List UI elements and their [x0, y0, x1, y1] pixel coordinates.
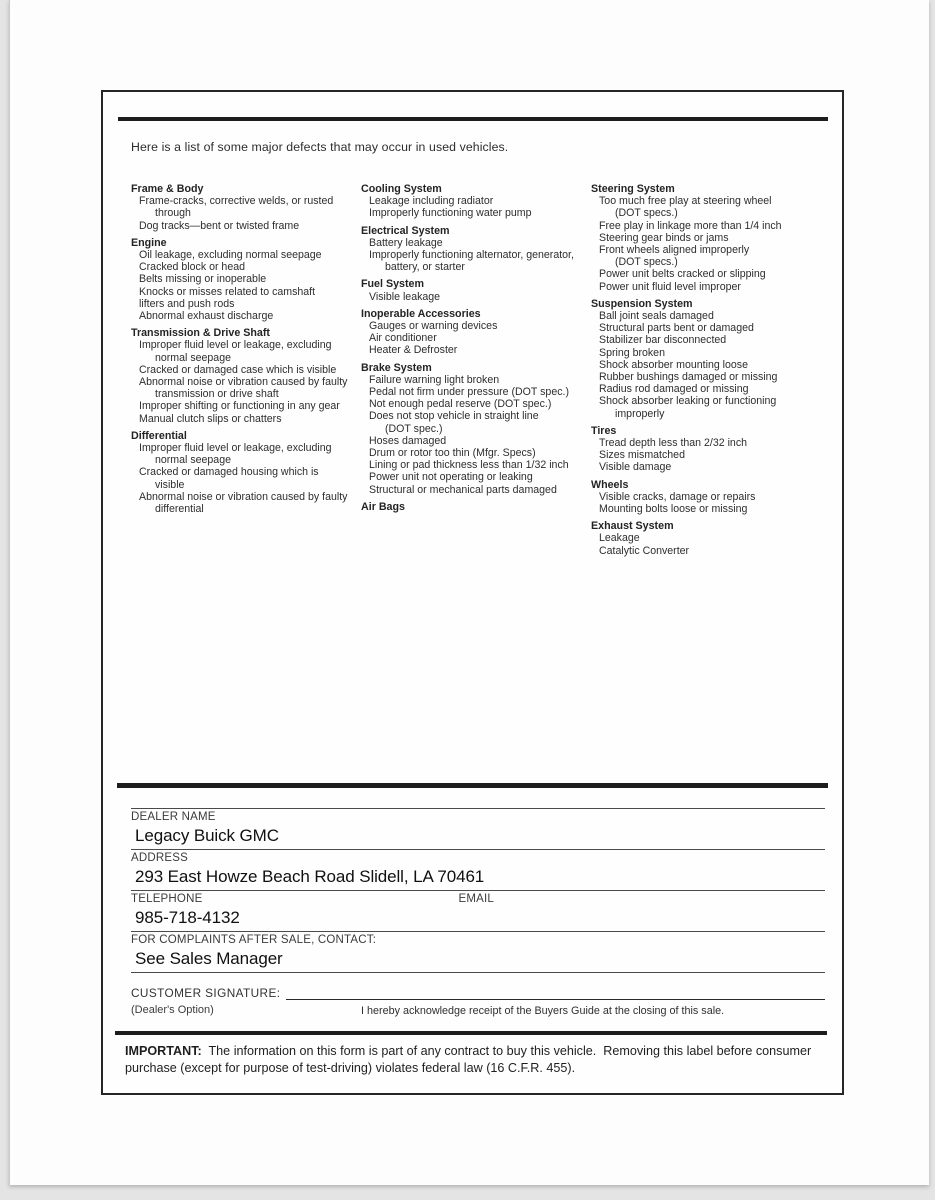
defect-section — [591, 425, 821, 474]
defect-line: Battery leakage — [369, 236, 443, 249]
defect-line: Stabilizer bar disconnected — [599, 334, 727, 347]
defect-line: Power unit fluid level improper — [599, 280, 741, 293]
defect-line: Air conditioner — [369, 332, 437, 345]
address-label: ADDRESS — [131, 852, 188, 864]
defect-line: Shock absorber leaking or functioning — [599, 395, 777, 408]
defect-line: Visible damage — [599, 461, 672, 474]
defect-line: Manual clutch slips or chatters — [139, 412, 282, 425]
defect-section-title: Transmission & Drive Shaft — [131, 327, 270, 340]
defect-line: Structural or mechanical parts damaged — [369, 483, 557, 496]
defect-line: Catalytic Converter — [599, 544, 690, 557]
important-notice — [125, 1043, 827, 1077]
dealers-option-note: (Dealer's Option) — [131, 1004, 214, 1016]
defect-line: normal seepage — [155, 454, 231, 467]
dealer-fields — [131, 808, 825, 973]
defect-column — [361, 183, 591, 557]
field-divider — [131, 972, 825, 973]
complaints-label: FOR COMPLAINTS AFTER SALE, CONTACT: — [131, 934, 377, 946]
defect-line: Steering gear binds or jams — [599, 231, 729, 244]
defect-line: Improper fluid level or leakage, excluding — [139, 442, 332, 455]
defect-section — [361, 362, 591, 496]
defect-section-title: Electrical System — [361, 224, 450, 237]
defect-line: Gauges or warning devices — [369, 320, 498, 333]
defect-line: improperly — [615, 407, 665, 420]
defect-section — [591, 183, 821, 293]
defect-line: through — [155, 207, 191, 220]
complaints-value: See Sales Manager — [135, 949, 283, 968]
defect-column — [591, 183, 821, 557]
defect-section — [591, 520, 821, 557]
defect-section-title: Cooling System — [361, 183, 442, 195]
defect-section-title: Frame & Body — [131, 183, 204, 195]
telephone-email-row — [131, 891, 825, 906]
defect-line: Abnormal noise or vibration caused by faulty — [139, 490, 348, 503]
defect-line: Ball joint seals damaged — [599, 310, 714, 323]
defect-section — [361, 501, 591, 513]
defect-section-title: Inoperable Accessories — [361, 307, 481, 320]
dealer-name-value: Legacy Buick GMC — [135, 826, 279, 845]
important-label: IMPORTANT: — [125, 1044, 202, 1058]
defect-line: Mounting bolts loose or missing — [599, 503, 748, 516]
acknowledge-text: I hereby acknowledge receipt of the Buyers Guide at the closing of this sale. — [361, 1005, 725, 1017]
email-label: EMAIL — [458, 893, 494, 905]
defect-line: Hoses damaged — [369, 434, 447, 447]
defect-section — [361, 183, 591, 220]
defect-section-title: Brake System — [361, 361, 432, 374]
telephone-value: 985-718-4132 — [135, 908, 240, 927]
defect-line: Improperly functioning alternator, generator, — [369, 249, 574, 262]
defect-section — [591, 479, 821, 516]
defect-section — [591, 298, 821, 420]
defect-line: Tread depth less than 2/32 inch — [599, 437, 748, 450]
defect-line: Radius rod damaged or missing — [599, 383, 749, 396]
defect-section-title: Fuel System — [361, 278, 424, 291]
defect-line: Visible cracks, damage or repairs — [599, 490, 756, 503]
defect-line: visible — [155, 478, 185, 491]
defect-line: Cracked or damaged housing which is — [139, 466, 319, 479]
defect-section-title: Wheels — [591, 478, 629, 491]
buyers-guide-box — [101, 90, 844, 1095]
defect-line: lifters and push rods — [139, 297, 235, 310]
defect-line: Belts missing or inoperable — [139, 273, 267, 286]
defect-section — [131, 430, 361, 515]
defects-intro-text: Here is a list of some major defects that may occur in used vehicles. — [131, 140, 509, 154]
defect-line: Abnormal exhaust discharge — [139, 310, 274, 323]
defect-line: Power unit belts cracked or slipping — [599, 268, 766, 281]
defect-line: Leakage including radiator — [369, 195, 494, 208]
defect-line: Lining or pad thickness less than 1/32 inch — [369, 459, 569, 472]
defect-column — [131, 183, 361, 557]
defect-line: Improperly functioning water pump — [369, 207, 532, 220]
defect-line: (DOT specs.) — [615, 256, 678, 269]
defect-section — [131, 183, 361, 232]
defect-line: transmission or drive shaft — [155, 388, 279, 401]
defect-section — [361, 308, 591, 357]
defect-line: Too much free play at steering wheel — [599, 195, 772, 208]
signature-blank-line — [286, 986, 825, 1000]
defect-line: Structural parts bent or damaged — [599, 322, 754, 335]
top-heavy-rule — [118, 117, 828, 121]
defect-section-title: Suspension System — [591, 297, 693, 310]
defect-line: (DOT spec.) — [385, 422, 443, 435]
defect-section — [361, 225, 591, 274]
dealer-name-label: DEALER NAME — [131, 811, 216, 823]
defect-line: Improper fluid level or leakage, excluding — [139, 339, 332, 352]
defect-line: Power unit not operating or leaking — [369, 471, 533, 484]
defect-line: Rubber bushings damaged or missing — [599, 371, 778, 384]
important-text: The information on this form is part of any contract to buy this vehicle. Removing this label before consumer purchase (except for purpose of test-driving) violates federal law (16 C.F.R. 455). — [125, 1044, 815, 1075]
defect-section — [131, 327, 361, 425]
customer-signature-row — [131, 986, 825, 1000]
paper-sheet — [9, 0, 929, 1185]
telephone-label: TELEPHONE — [131, 893, 203, 905]
defect-section-title: Engine — [131, 236, 167, 249]
defect-line: Pedal not firm under pressure (DOT spec.) — [369, 386, 569, 399]
defect-line: Heater & Defroster — [369, 344, 458, 357]
defect-line: Failure warning light broken — [369, 373, 500, 386]
defect-line: Oil leakage, excluding normal seepage — [139, 249, 322, 262]
defect-section — [361, 278, 591, 302]
defect-line: Free play in linkage more than 1/4 inch — [599, 219, 782, 232]
defect-section-title: Exhaust System — [591, 520, 674, 533]
customer-signature-label: CUSTOMER SIGNATURE: — [131, 986, 281, 1000]
defect-line: Visible leakage — [369, 290, 441, 303]
defect-line: Sizes mismatched — [599, 449, 685, 462]
defect-line: Front wheels aligned improperly — [599, 244, 750, 257]
defect-section — [131, 237, 361, 322]
defect-line: Does not stop vehicle in straight line — [369, 410, 539, 423]
defects-columns — [131, 183, 831, 557]
defect-line: Shock absorber mounting loose — [599, 358, 748, 371]
defect-line: Not enough pedal reserve (DOT spec.) — [369, 398, 552, 411]
defect-line: Cracked or damaged case which is visible — [139, 363, 337, 376]
defect-line: Knocks or misses related to camshaft — [139, 285, 316, 298]
defect-line: Dog tracks—bent or twisted frame — [139, 219, 300, 232]
defect-line: Cracked block or head — [139, 261, 245, 274]
defect-line: normal seepage — [155, 351, 231, 364]
defect-line: (DOT specs.) — [615, 207, 678, 220]
defect-line: differential — [155, 503, 204, 516]
defect-line: Drum or rotor too thin (Mfgr. Specs) — [369, 447, 536, 460]
defect-section-title: Differential — [131, 429, 187, 442]
defect-section-title: Steering System — [591, 183, 675, 195]
address-value: 293 East Howze Beach Road Slidell, LA 70461 — [135, 867, 485, 886]
defect-line: Spring broken — [599, 346, 665, 359]
defect-section-title: Air Bags — [361, 500, 405, 513]
bottom-heavy-rule — [115, 1031, 827, 1035]
defect-line: Improper shifting or functioning in any gear — [139, 400, 340, 413]
defect-line: Abnormal noise or vibration caused by faulty — [139, 376, 348, 389]
defect-line: Leakage — [599, 532, 640, 545]
middle-heavy-rule — [117, 783, 828, 788]
defect-section-title: Tires — [591, 424, 617, 437]
defect-line: battery, or starter — [385, 261, 465, 274]
defect-line: Frame-cracks, corrective welds, or rusted — [139, 195, 334, 208]
